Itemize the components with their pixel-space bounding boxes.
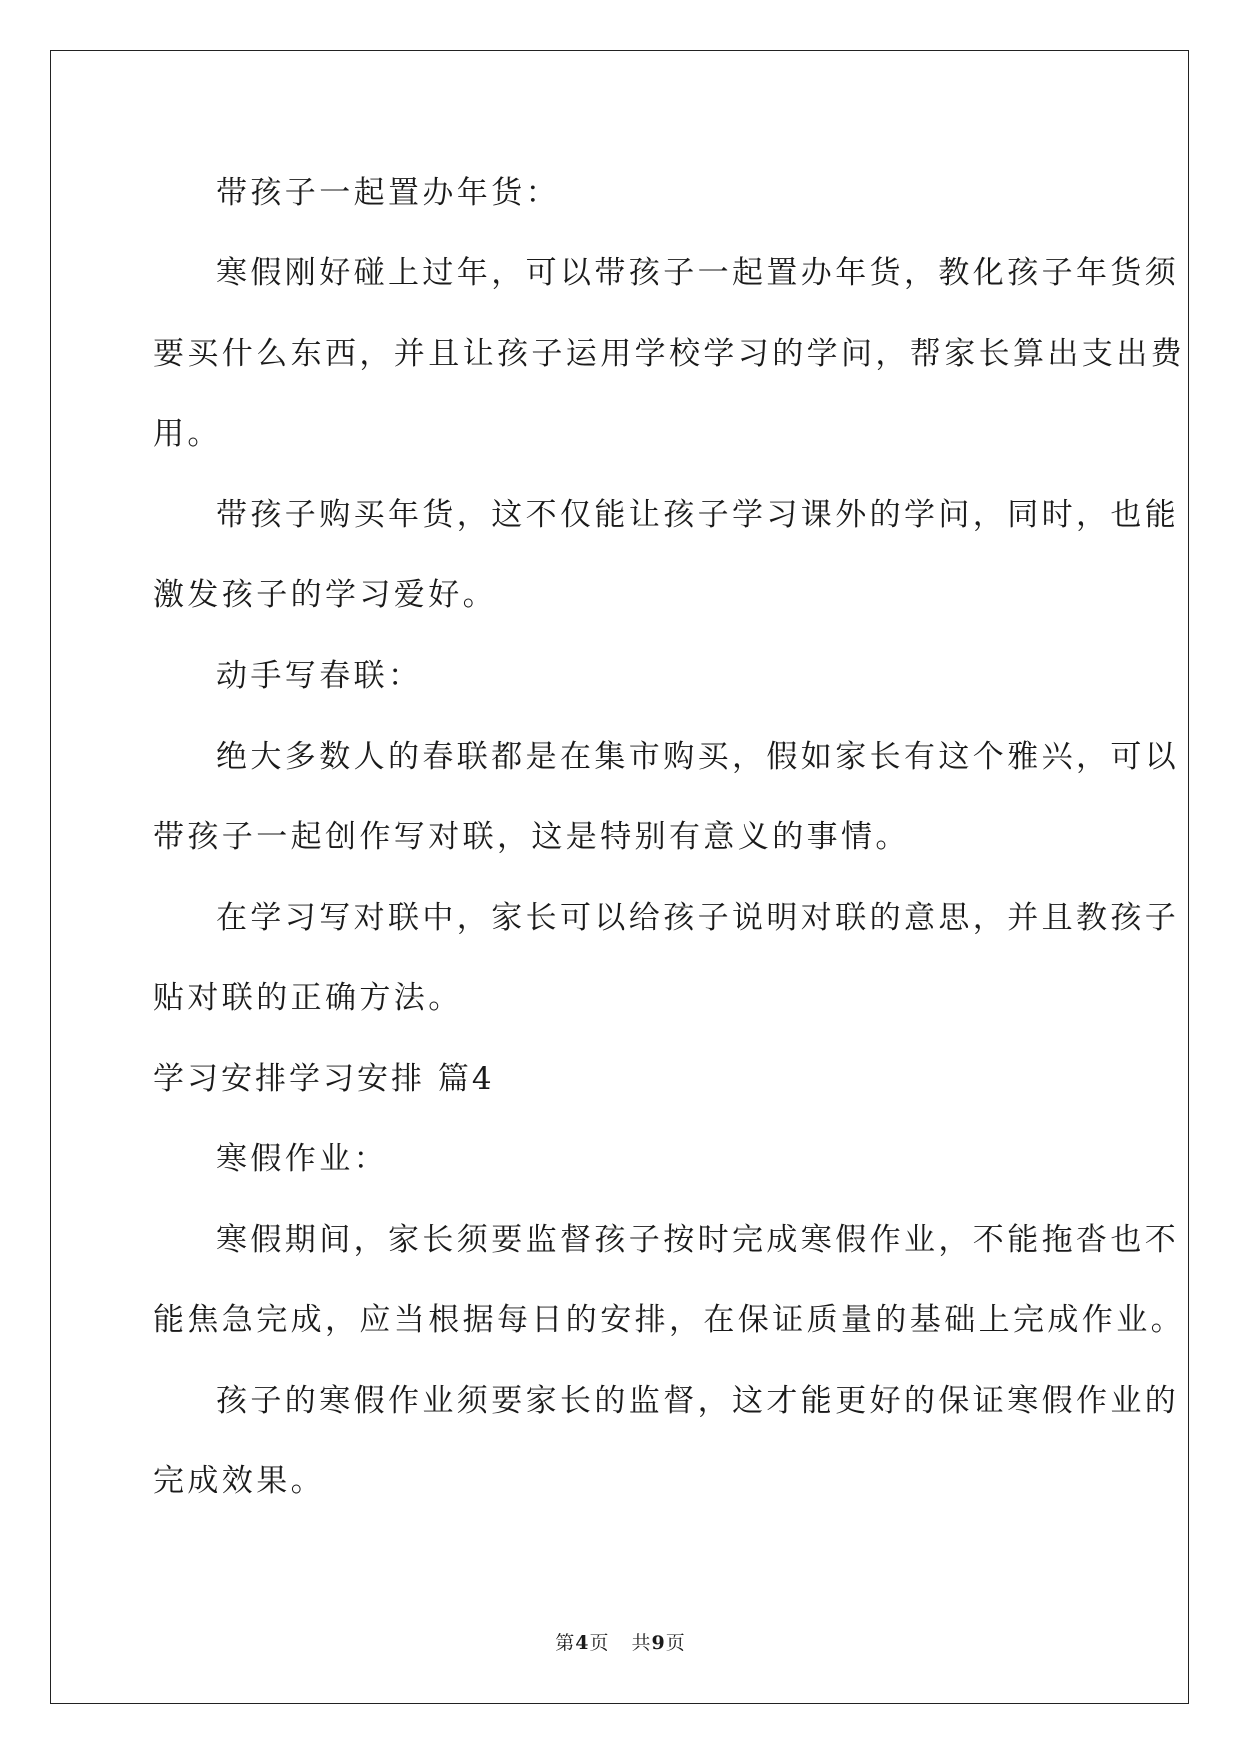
paragraph-line: 完成效果。 (153, 1463, 325, 1499)
paragraph-line: 用。 (153, 416, 222, 452)
paragraph-line: 要买什么东西，并且让孩子运用学校学习的学问，帮家长算出支出费 (153, 336, 1185, 372)
paragraph-line: 带孩子一起创作写对联，这是特别有意义的事情。 (153, 819, 910, 855)
paragraph-line: 激发孩子的学习爱好。 (153, 577, 497, 613)
paragraph-line: 寒假刚好碰上过年，可以带孩子一起置办年货，教化孩子年货须 (216, 255, 1180, 291)
paragraph-line: 能焦急完成，应当根据每日的安排，在保证质量的基础上完成作业。 (153, 1302, 1185, 1338)
total-prefix: 共 (631, 1632, 652, 1654)
paragraph-heading: 动手写春联： (216, 658, 423, 694)
paragraph-line: 带孩子购买年货，这不仅能让孩子学习课外的学问，同时，也能 (216, 497, 1180, 533)
paragraph-heading: 寒假作业： (216, 1141, 388, 1177)
paragraph-line: 在学习写对联中，家长可以给孩子说明对联的意思，并且教孩子 (216, 900, 1180, 936)
total-suffix: 页 (665, 1632, 686, 1654)
paragraph-line: 绝大多数人的春联都是在集市购买，假如家长有这个雅兴，可以 (216, 739, 1180, 775)
paragraph-heading: 带孩子一起置办年货： (216, 175, 560, 211)
page-suffix: 页 (589, 1632, 610, 1654)
section-title: 学习安排学习安排 篇4 (153, 1061, 495, 1097)
paragraph-line: 贴对联的正确方法。 (153, 980, 463, 1016)
paragraph-line: 孩子的寒假作业须要家长的监督，这才能更好的保证寒假作业的 (216, 1383, 1180, 1419)
paragraph-line: 寒假期间，家长须要监督孩子按时完成寒假作业，不能拖沓也不 (216, 1222, 1180, 1258)
page-footer (0, 1631, 1241, 1655)
page-number: 4 (575, 1632, 590, 1654)
page-border (50, 50, 1189, 1704)
total-pages: 9 (651, 1632, 666, 1654)
page-prefix: 第 (555, 1632, 576, 1654)
